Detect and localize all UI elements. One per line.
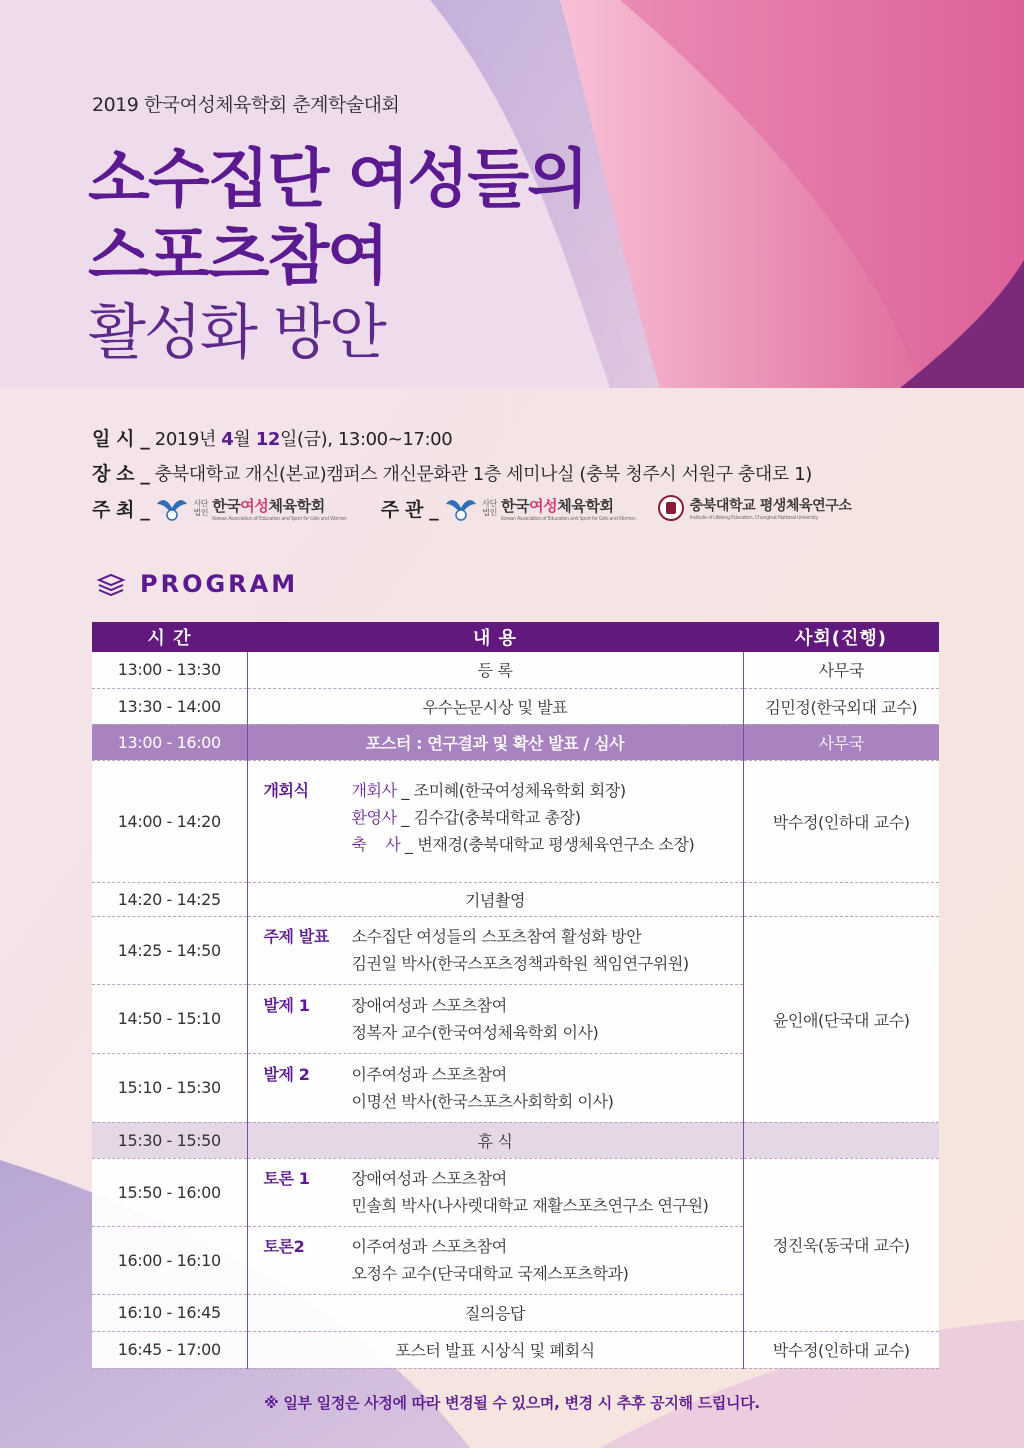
presentation-title: 이주여성과 스포츠참여	[351, 1064, 507, 1084]
row-time: 13:00 - 16:00	[92, 724, 247, 760]
speech-role: 축 사	[351, 834, 401, 854]
row-moderator: 박수정(인하대 교수)	[743, 760, 939, 882]
footer-note: ※ 일부 일정은 사정에 따라 변경될 수 있으며, 변경 시 추후 공지해 드립니다.	[264, 1394, 760, 1412]
speech-person: _ 조미혜(한국여성체육학회 회장)	[396, 780, 626, 800]
row-moderator	[743, 1122, 939, 1158]
association-emblem-icon	[444, 494, 478, 522]
presenter: 이명선 박사(한국스포츠사회학회 이사)	[351, 1091, 614, 1111]
org-small-1b: 사단	[482, 499, 497, 508]
org-name-b2: 여성	[529, 496, 558, 515]
presentation-title: 소수집단 여성들의 스포츠참여 활성화 방안	[351, 927, 642, 946]
row-time: 14:25 - 14:50	[92, 916, 247, 984]
row-content: 포스터 발표 시상식 및 폐회식	[247, 1331, 743, 1368]
row-content	[247, 984, 743, 1053]
host-label: 주 최 _	[92, 498, 150, 521]
stack-icon	[96, 572, 126, 596]
session-label: 주제 발표	[263, 927, 329, 946]
presenter: 김권일 박사(한국스포츠정책과학원 책임연구위원)	[351, 954, 689, 973]
date-pre: 2019년	[149, 429, 222, 450]
organizer-org-2	[658, 495, 852, 521]
speech-role: 환영사	[351, 807, 397, 827]
header-content: 내 용	[247, 622, 743, 652]
discussant: 민솔희 박사(나사렛대학교 재활스포츠연구소 연구원)	[351, 1196, 709, 1215]
row-moderator	[743, 882, 939, 916]
speech-line	[352, 831, 695, 858]
row-time: 16:10 - 16:45	[92, 1294, 247, 1331]
session-label: 토론2	[263, 1237, 305, 1256]
org-english-name-2: Korean Association of Education and Sport for Girls and Women	[500, 515, 636, 522]
host-org	[155, 494, 346, 522]
row-time: 14:50 - 15:10	[92, 984, 247, 1053]
table-row	[92, 652, 939, 688]
venue-label: 장 소 _	[92, 463, 150, 485]
organizer-label: 주 관 _	[380, 498, 439, 521]
session-label: 발제 2	[263, 1064, 310, 1084]
row-content: 우수논문시상 및 발표	[247, 688, 743, 724]
row-moderator: 박수정(인하대 교수)	[743, 1331, 939, 1368]
event-date	[92, 424, 452, 451]
row-content	[247, 1158, 743, 1226]
session-label: 발제 1	[263, 995, 310, 1015]
session-label: 개회식	[263, 780, 309, 800]
row-moderator: 윤인애(단국대 교수)	[743, 916, 939, 1122]
org-name-b: 여성	[240, 496, 269, 515]
row-moderator: 사무국	[743, 724, 939, 760]
organizer-org-1	[444, 494, 635, 522]
row-time: 15:50 - 16:00	[92, 1158, 247, 1226]
program-title: PROGRAM	[140, 570, 299, 598]
row-time: 15:10 - 15:30	[92, 1053, 247, 1122]
header-time: 시 간	[92, 622, 247, 652]
org-name-c: 체육학회	[268, 496, 325, 515]
org-name-a2: 한국	[500, 496, 530, 515]
speech-role: 개회사	[351, 780, 397, 800]
presentation-title: 장애여성과 스포츠참여	[351, 995, 507, 1015]
header-moderator: 사회(진행)	[743, 622, 939, 652]
association-emblem-icon	[155, 494, 189, 522]
row-time: 13:00 - 13:30	[92, 652, 247, 688]
org-name-2	[501, 495, 636, 516]
institute-name: 충북대학교 평생체육연구소	[689, 498, 852, 514]
table-row-opening	[92, 760, 939, 882]
org-name-a: 한국	[212, 496, 241, 515]
date-mid: 월	[233, 429, 256, 450]
row-time: 13:30 - 14:00	[92, 688, 247, 724]
speech-line	[352, 777, 695, 804]
program-heading	[96, 570, 298, 598]
university-seal-icon	[658, 495, 684, 521]
org-small-2b: 법인	[482, 508, 497, 517]
discussant: 오정수 교수(단국대학교 국제스포츠학과)	[351, 1264, 629, 1283]
table-row	[92, 882, 939, 916]
date-post: 일(금), 13:00~17:00	[279, 429, 453, 450]
institute-english-name: Institute of Lifelong Education, Chungbuk National University	[689, 515, 819, 521]
row-moderator: 정진욱(동국대 교수)	[743, 1158, 939, 1331]
row-content: 등 록	[247, 652, 743, 688]
event-venue	[92, 459, 812, 486]
discussion-topic: 장애여성과 스포츠참여	[351, 1169, 507, 1188]
session-label: 토론 1	[263, 1169, 310, 1188]
org-english-name: Korean Association of Education and Sport for Girls and Women	[212, 515, 347, 522]
row-moderator: 사무국	[743, 652, 939, 688]
date-day: 12	[255, 429, 280, 450]
org-small-1: 사단	[193, 499, 209, 508]
row-time: 16:00 - 16:10	[92, 1226, 247, 1294]
row-moderator: 김민정(한국외대 교수)	[743, 688, 939, 724]
table-row	[92, 1331, 939, 1368]
speech-line	[352, 804, 695, 831]
title-line-2: 스포츠참여	[88, 220, 388, 294]
title-line-3: 활성화 방안	[88, 298, 385, 368]
table-row-break	[92, 1122, 939, 1158]
speech-person: _ 변재경(충북대학교 평생체육연구소 소장)	[400, 834, 695, 854]
date-label: 일 시 _	[92, 428, 150, 450]
table-row	[92, 688, 939, 724]
table-row	[92, 1158, 939, 1226]
speech-person: _ 김수갑(충북대학교 총장)	[396, 807, 581, 827]
title-line-1: 소수집단 여성들의	[88, 143, 587, 217]
table-header-row	[92, 622, 939, 652]
row-content	[247, 916, 743, 984]
presenter: 정복자 교수(한국여성체육학회 이사)	[351, 1022, 599, 1042]
date-month: 4	[221, 429, 234, 450]
discussion-topic: 이주여성과 스포츠참여	[351, 1237, 507, 1256]
event-hosts	[92, 494, 852, 522]
table-row-poster	[92, 724, 939, 760]
row-content	[247, 1226, 743, 1294]
row-content	[247, 760, 743, 882]
row-time: 16:45 - 17:00	[92, 1331, 247, 1368]
row-time: 14:20 - 14:25	[92, 882, 247, 916]
row-time: 15:30 - 15:50	[92, 1122, 247, 1158]
row-content: 질의응답	[247, 1294, 743, 1331]
table-row	[92, 916, 939, 984]
row-content: 휴 식	[247, 1122, 743, 1158]
row-time: 14:00 - 14:20	[92, 760, 247, 882]
program-schedule-table	[92, 622, 939, 1369]
org-name-c2: 체육학회	[557, 496, 614, 515]
org-name	[212, 495, 347, 516]
row-content: 기념촬영	[247, 882, 743, 916]
row-content: 포스터 : 연구결과 및 확산 발표 / 심사	[247, 724, 743, 760]
row-content	[247, 1053, 743, 1122]
org-small-2: 법인	[193, 508, 209, 517]
venue-text: 충북대학교 개신(본교)캠퍼스 개신문화관 1층 세미나실 (충북 청주시 서원구 충대로 1)	[149, 464, 812, 485]
event-subtitle: 2019 한국여성체육학회 춘계학술대회	[92, 94, 400, 116]
